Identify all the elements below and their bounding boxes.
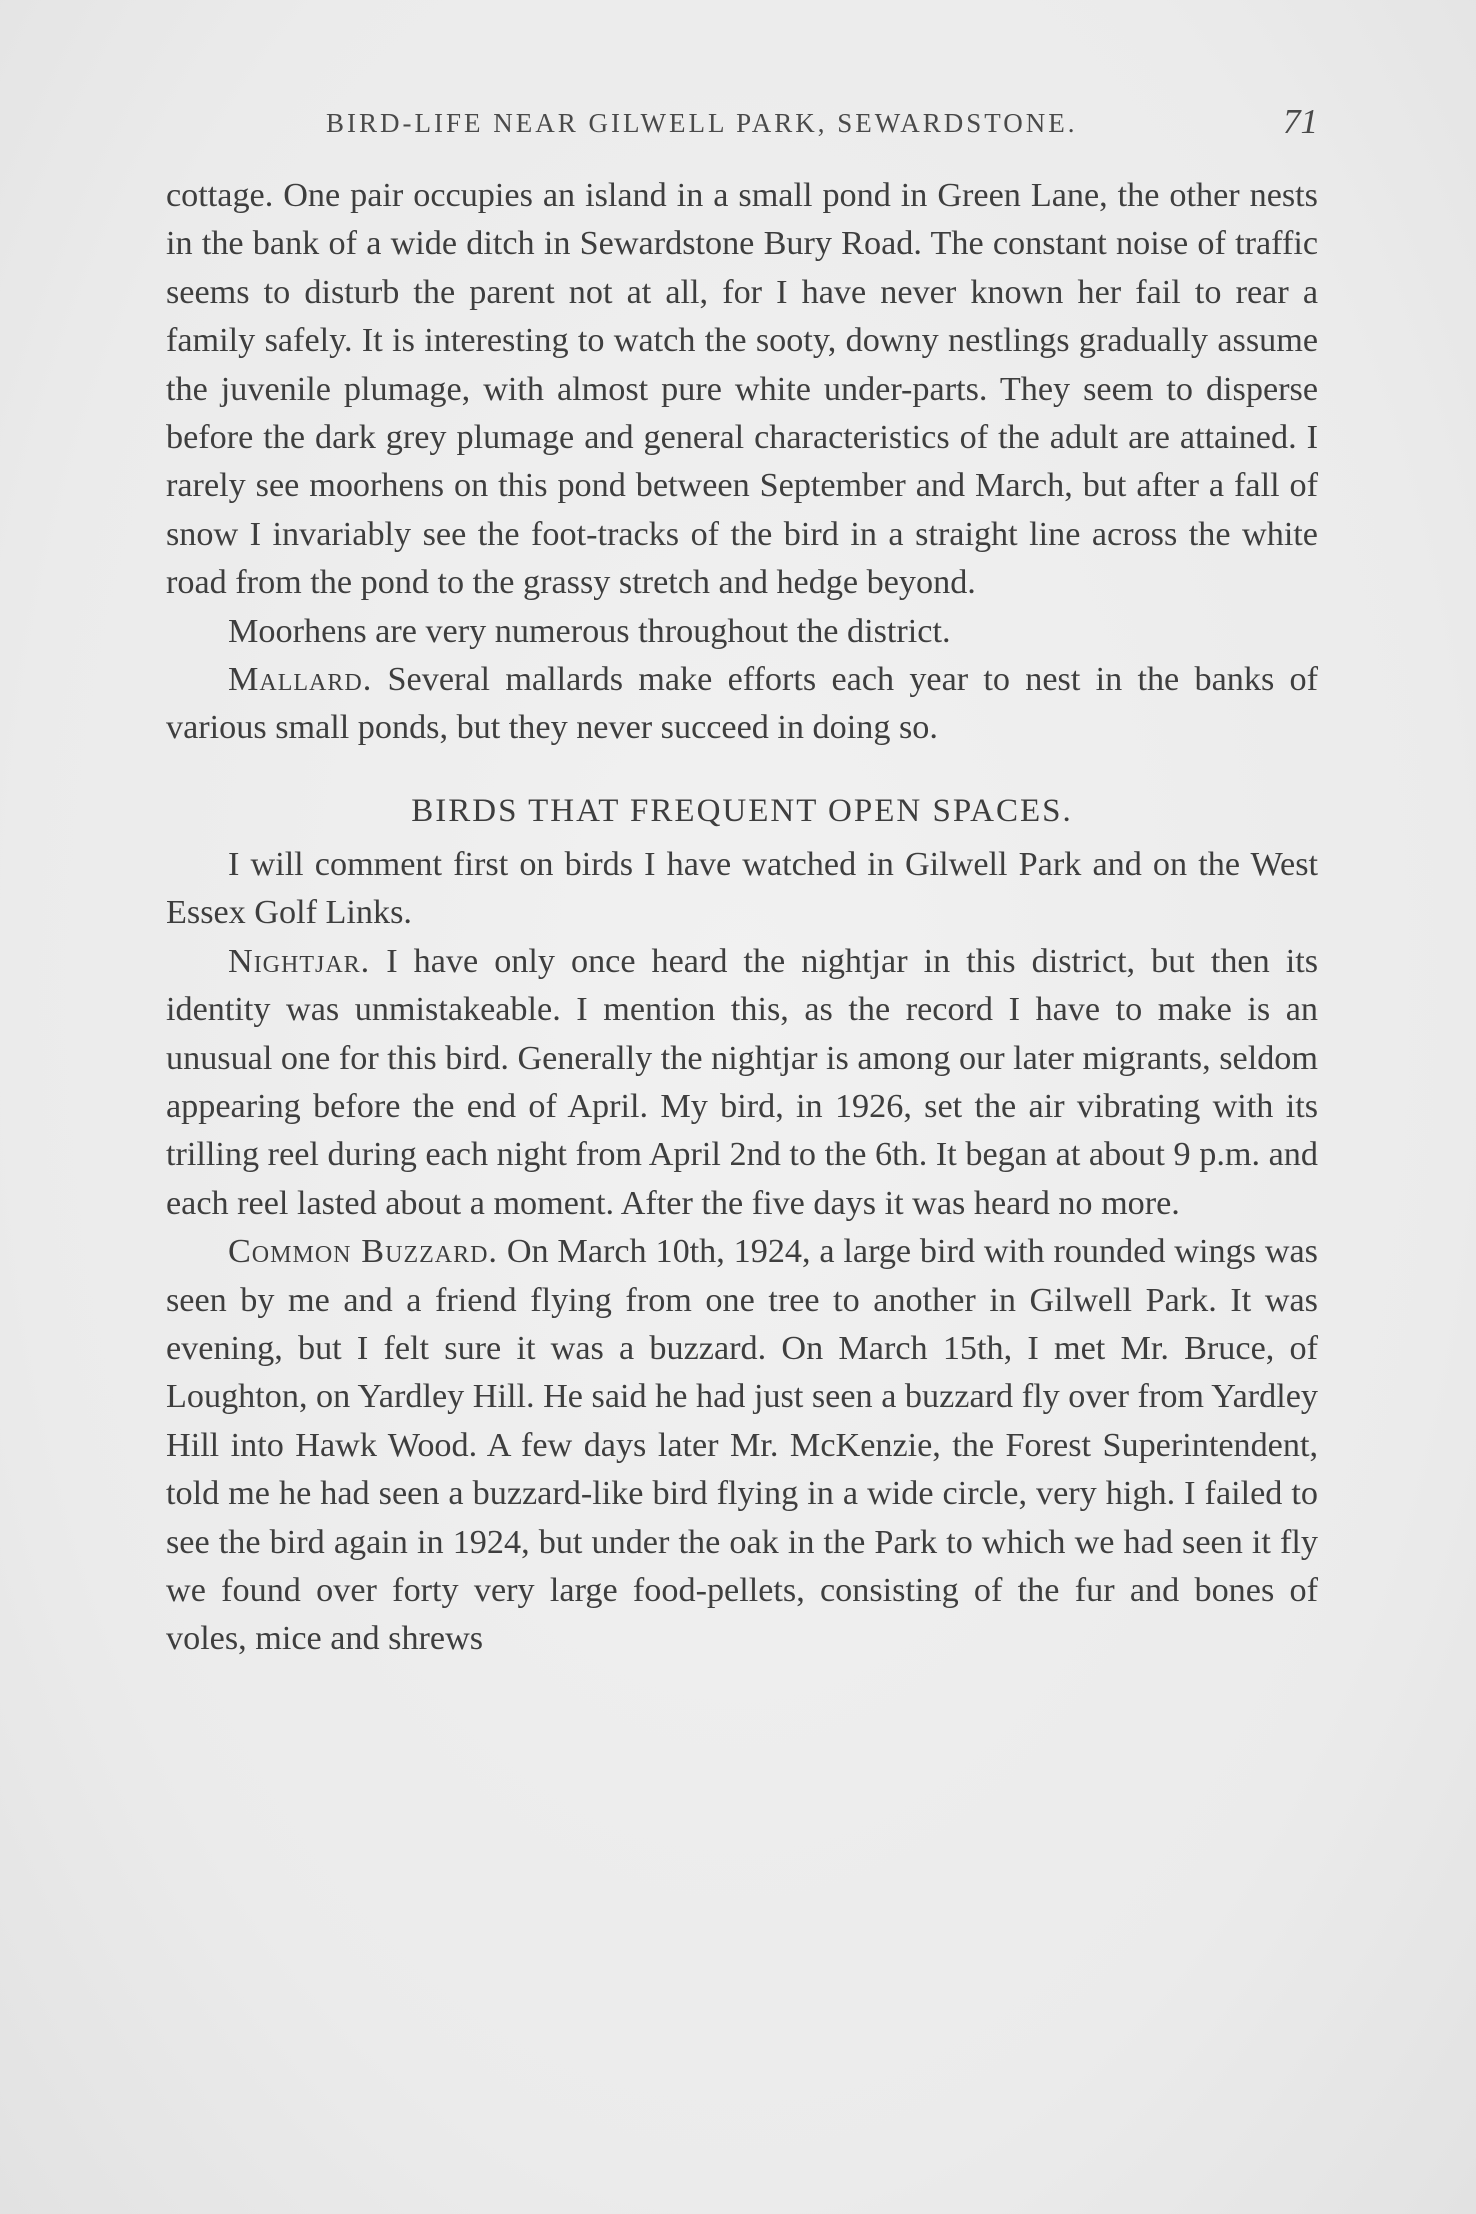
- paragraph-buzzard: [166, 1228, 1318, 1664]
- species-heading-mallard: Mallard.: [228, 661, 373, 699]
- page-number: 71: [1283, 102, 1318, 141]
- species-heading-nightjar: Nightjar.: [228, 942, 371, 980]
- nightjar-text: I have only once heard the nightjar in this district, but then its identity was unmistakeable. I mention this, as the record I have to make is an unusual one for this bird. Generally the nightjar is among our later migrants, seldom appearing before the end of April. My bird, in 1926, set the air vibrating with its trilling reel during each night from April 2nd to the 6th. It began at about 9 p.m. and each reel lasted about a moment. After the five days it was heard no more.: [166, 942, 1318, 1222]
- species-heading-buzzard: Common Buzzard.: [228, 1233, 498, 1271]
- running-title: BIRD-LIFE NEAR GILWELL PARK, SEWARDSTONE.: [326, 108, 1078, 138]
- paragraph-mallard: [166, 656, 1318, 753]
- buzzard-text: On March 10th, 1924, a large bird with rounded wings was seen by me and a friend flying from one tree to another in Gilwell Park. It was evening, but I felt sure it was a buzzard. On March 15th, I met Mr. Bruce, of Loughton, on Yardley Hill. He said he had just seen a buzzard fly over from Yardley Hill into Hawk Wood. A few days later Mr. McKenzie, the Forest Superintendent, told me he had seen a buzzard-like bird flying in a wide circle, very high. I failed to see the bird again in 1924, but under the oak in the Park to which we had seen it fly we found over forty very large food-pellets, consisting of the fur and bones of voles, mice and shrews: [166, 1233, 1318, 1658]
- paragraph-nightjar: [166, 938, 1318, 1228]
- section-heading: BIRDS THAT FREQUENT OPEN SPACES.: [411, 792, 1073, 829]
- paragraph-moorhen-numbers: Moorhens are very numerous throughout the district.: [228, 612, 951, 650]
- mallard-text: Several mallards make efforts each year to nest in the banks of various small ponds, but they never succeed in doing so.: [166, 661, 1318, 747]
- paragraph-moorhen-nesting: cottage. One pair occupies an island in a small pond in Green Lane, the other nests in the bank of a wide ditch in Sewardstone Bury Road. The constant noise of traffic seems to disturb the parent not at all, for I have never known her fail to rear a family safely. It is interesting to watch the sooty, downy nestlings gradually assume the juvenile plumage, with almost pure white under-parts. They seem to disperse before the dark grey plumage and general characteristics of the adult are attained. I rarely see moorhens on this pond between September and March, but after a fall of snow I invariably see the foot-tracks of the bird in a straight line across the white road from the pond to the grassy stretch and hedge beyond.: [166, 177, 1318, 602]
- running-header: [166, 102, 1318, 142]
- paragraph-intro: I will comment first on birds I have watched in Gilwell Park and on the West Essex Golf Links.: [166, 845, 1318, 932]
- body-text: [166, 172, 1318, 1664]
